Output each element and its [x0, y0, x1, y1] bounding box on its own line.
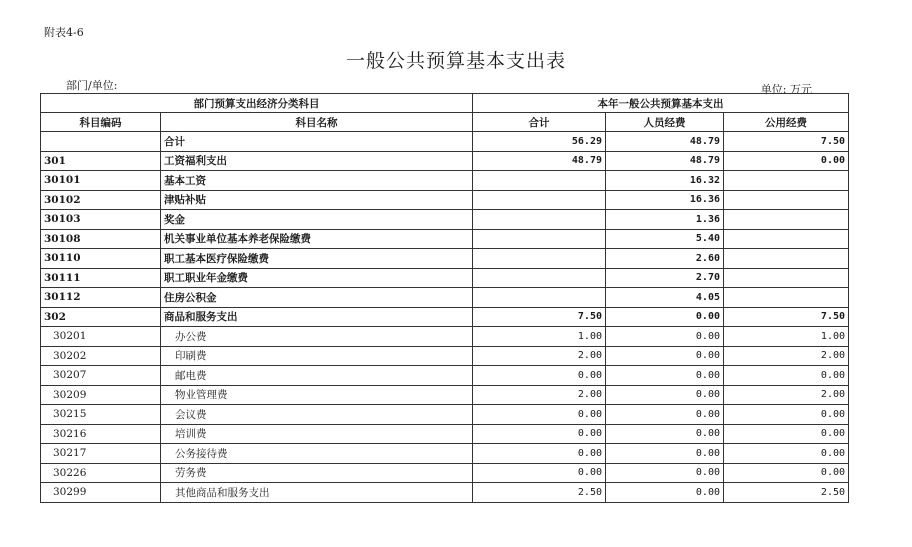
cell-code: 30101: [41, 171, 161, 191]
cell-code: 30299: [41, 483, 161, 503]
cell-personnel: 4.05: [606, 288, 724, 308]
header-left-group: 部门预算支出经济分类科目: [41, 94, 473, 113]
cell-public: [724, 171, 849, 191]
cell-name: 印刷费: [161, 346, 473, 366]
cell-personnel: 0.00: [606, 307, 724, 327]
cell-total: 0.00: [473, 424, 606, 444]
cell-name: 会议费: [161, 405, 473, 425]
cell-public: 7.50: [724, 132, 849, 152]
cell-personnel: 0.00: [606, 385, 724, 405]
header-name: 科目名称: [161, 113, 473, 132]
department-label: 部门/单位:: [66, 79, 118, 92]
cell-code: 30216: [41, 424, 161, 444]
budget-table: [40, 93, 849, 503]
cell-name: 办公费: [161, 327, 473, 347]
cell-name: 邮电费: [161, 366, 473, 386]
cell-public: 0.00: [724, 405, 849, 425]
cell-total: 48.79: [473, 151, 606, 171]
cell-total: 2.00: [473, 346, 606, 366]
cell-code: 30102: [41, 190, 161, 210]
cell-name: 商品和服务支出: [161, 307, 473, 327]
cell-total: [473, 268, 606, 288]
cell-personnel: 0.00: [606, 366, 724, 386]
cell-total: 0.00: [473, 444, 606, 464]
cell-public: 2.00: [724, 346, 849, 366]
cell-public: 1.00: [724, 327, 849, 347]
cell-personnel: 2.70: [606, 268, 724, 288]
table-row: [41, 151, 849, 171]
cell-public: [724, 229, 849, 249]
cell-public: 0.00: [724, 463, 849, 483]
header-code: 科目编码: [41, 113, 161, 132]
header-total: 合计: [473, 113, 606, 132]
cell-code: 30215: [41, 405, 161, 425]
cell-public: [724, 249, 849, 269]
cell-total: [473, 171, 606, 191]
cell-personnel: 16.32: [606, 171, 724, 191]
cell-public: 7.50: [724, 307, 849, 327]
cell-total: 1.00: [473, 327, 606, 347]
cell-name: 物业管理费: [161, 385, 473, 405]
table-row: [41, 171, 849, 191]
cell-name: 津贴补贴: [161, 190, 473, 210]
cell-total: 56.29: [473, 132, 606, 152]
cell-public: 0.00: [724, 366, 849, 386]
cell-code: 30110: [41, 249, 161, 269]
cell-name: 公务接待费: [161, 444, 473, 464]
cell-code: 30207: [41, 366, 161, 386]
cell-personnel: 0.00: [606, 444, 724, 464]
cell-code: 30111: [41, 268, 161, 288]
cell-total: 7.50: [473, 307, 606, 327]
cell-name: 劳务费: [161, 463, 473, 483]
cell-personnel: 48.79: [606, 151, 724, 171]
cell-total: 2.50: [473, 483, 606, 503]
table-row: [41, 249, 849, 269]
cell-total: 2.00: [473, 385, 606, 405]
cell-code: 30103: [41, 210, 161, 230]
cell-name: 工资福利支出: [161, 151, 473, 171]
table-row: [41, 385, 849, 405]
table-row: [41, 366, 849, 386]
cell-personnel: 0.00: [606, 483, 724, 503]
cell-public: [724, 210, 849, 230]
cell-total: 0.00: [473, 463, 606, 483]
cell-public: 0.00: [724, 444, 849, 464]
cell-public: 2.50: [724, 483, 849, 503]
cell-code: 30112: [41, 288, 161, 308]
cell-public: [724, 190, 849, 210]
cell-total: [473, 249, 606, 269]
cell-personnel: 16.36: [606, 190, 724, 210]
cell-code: 301: [41, 151, 161, 171]
header-personnel: 人员经费: [606, 113, 724, 132]
cell-personnel: 5.40: [606, 229, 724, 249]
cell-name: 基本工资: [161, 171, 473, 191]
table-row: [41, 327, 849, 347]
cell-public: 0.00: [724, 424, 849, 444]
table-row: [41, 346, 849, 366]
cell-personnel: 0.00: [606, 346, 724, 366]
cell-personnel: 48.79: [606, 132, 724, 152]
header-group-row: [41, 94, 849, 113]
cell-total: [473, 288, 606, 308]
cell-personnel: 0.00: [606, 327, 724, 347]
cell-total: [473, 210, 606, 230]
table-row: [41, 229, 849, 249]
cell-personnel: 0.00: [606, 463, 724, 483]
cell-personnel: 1.36: [606, 210, 724, 230]
cell-code: [41, 132, 161, 152]
header-public: 公用经费: [724, 113, 849, 132]
cell-public: 0.00: [724, 151, 849, 171]
table-row: [41, 463, 849, 483]
table-row: [41, 132, 849, 152]
cell-personnel: 0.00: [606, 405, 724, 425]
table-row: [41, 190, 849, 210]
cell-code: 30108: [41, 229, 161, 249]
page-title: 一般公共预算基本支出表: [345, 50, 566, 72]
table-row: [41, 424, 849, 444]
cell-code: 30209: [41, 385, 161, 405]
cell-code: 30217: [41, 444, 161, 464]
cell-total: 0.00: [473, 366, 606, 386]
cell-name: 机关事业单位基本养老保险缴费: [161, 229, 473, 249]
cell-personnel: 2.60: [606, 249, 724, 269]
table-row: [41, 268, 849, 288]
annex-label: 附表4-6: [44, 26, 84, 39]
table-row: [41, 405, 849, 425]
cell-name: 其他商品和服务支出: [161, 483, 473, 503]
header-right-group: 本年一般公共预算基本支出: [473, 94, 849, 113]
table-row: [41, 444, 849, 464]
cell-name: 培训费: [161, 424, 473, 444]
table-row: [41, 483, 849, 503]
cell-code: 30201: [41, 327, 161, 347]
table-row: [41, 210, 849, 230]
cell-total: [473, 229, 606, 249]
table-row: [41, 307, 849, 327]
header-column-row: [41, 113, 849, 132]
cell-name: 奖金: [161, 210, 473, 230]
cell-public: [724, 288, 849, 308]
unit-label: 单位: 万元: [760, 83, 812, 96]
cell-name: 职工基本医疗保险缴费: [161, 249, 473, 269]
cell-total: [473, 190, 606, 210]
cell-code: 30226: [41, 463, 161, 483]
cell-name: 职工职业年金缴费: [161, 268, 473, 288]
table-row: [41, 288, 849, 308]
cell-name: 合计: [161, 132, 473, 152]
cell-code: 30202: [41, 346, 161, 366]
cell-personnel: 0.00: [606, 424, 724, 444]
cell-code: 302: [41, 307, 161, 327]
cell-public: [724, 268, 849, 288]
cell-name: 住房公积金: [161, 288, 473, 308]
cell-public: 2.00: [724, 385, 849, 405]
cell-total: 0.00: [473, 405, 606, 425]
